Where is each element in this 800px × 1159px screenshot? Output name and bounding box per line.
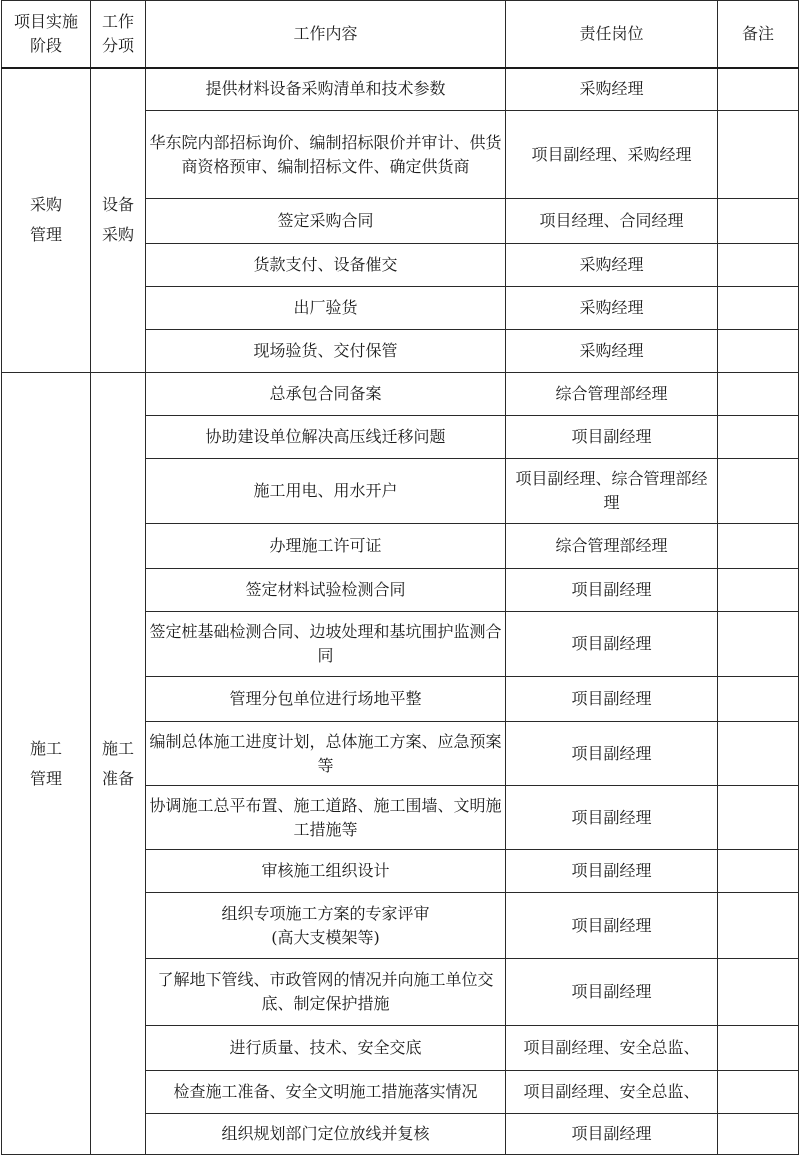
content-cell: 货款支付、设备催交 [146,244,506,287]
role-cell: 项目副经理 [506,959,718,1026]
content-cell: 编制总体施工进度计划，总体施工方案、应急预案等 [146,722,506,786]
content-cell: 组织专项施工方案的专家评审 (高大支模架等) [146,893,506,959]
item-cell [91,373,146,1155]
remark-cell [718,244,799,287]
content-cell: 检查施工准备、安全文明施工措施落实情况 [146,1071,506,1114]
role-cell: 综合管理部经理 [506,373,718,416]
stage-line: 采购 [29,195,62,215]
content-cell: 现场验货、交付保管 [146,330,506,373]
content-cell: 签定桩基础检测合同、边坡处理和基坑围护监测合同 [146,612,506,677]
content-cell: 施工用电、用水开户 [146,459,506,524]
remark-cell [718,199,799,244]
content-cell: 办理施工许可证 [146,524,506,569]
remark-cell [718,287,799,330]
stage-line: 施工 [29,738,62,758]
content-cell: 了解地下管线、市政管网的情况并向施工单位交底、制定保护措施 [146,959,506,1026]
role-cell: 采购经理 [506,68,718,111]
role-cell: 采购经理 [506,244,718,287]
remark-cell [718,1026,799,1071]
item-cell [91,68,146,373]
responsibility-table [1,0,799,1155]
remark-cell [718,1114,799,1155]
header-role: 责任岗位 [506,1,718,68]
content-cell: 协助建设单位解决高压线迁移问题 [146,416,506,459]
stage-cell [2,68,91,373]
remark-cell [718,330,799,373]
remark-cell [718,786,799,850]
role-cell: 项目副经理、采购经理 [506,111,718,199]
content-cell: 管理分包单位进行场地平整 [146,677,506,722]
table-row [2,68,799,111]
role-cell: 项目副经理 [506,1114,718,1155]
role-cell: 项目副经理 [506,850,718,893]
role-cell: 项目副经理 [506,893,718,959]
header-row [2,1,799,68]
role-cell: 项目副经理 [506,612,718,677]
item-line: 准备 [101,768,134,788]
remark-cell [718,459,799,524]
content-cell: 组织规划部门定位放线并复核 [146,1114,506,1155]
content-cell: 提供材料设备采购清单和技术参数 [146,68,506,111]
content-cell: 签定材料试验检测合同 [146,569,506,612]
remark-cell [718,959,799,1026]
role-cell: 项目副经理、综合管理部经理 [506,459,718,524]
table-body [2,68,799,1155]
content-cell: 审核施工组织设计 [146,850,506,893]
header-stage: 项目实施 阶段 [2,1,91,68]
role-cell: 采购经理 [506,330,718,373]
role-cell: 采购经理 [506,287,718,330]
content-cell: 进行质量、技术、安全交底 [146,1026,506,1071]
content-cell: 协调施工总平布置、施工道路、施工围墙、文明施工措施等 [146,786,506,850]
role-cell: 项目副经理 [506,416,718,459]
remark-cell [718,68,799,111]
role-cell: 综合管理部经理 [506,524,718,569]
header-remark: 备注 [718,1,799,68]
remark-cell [718,373,799,416]
remark-cell [718,612,799,677]
header-item: 工作 分项 [91,1,146,68]
role-cell: 项目经理、合同经理 [506,199,718,244]
content-cell: 总承包合同备案 [146,373,506,416]
stage-line: 管理 [29,768,62,788]
header-content: 工作内容 [146,1,506,68]
role-cell: 项目副经理 [506,677,718,722]
item-line: 设备 [101,195,134,215]
stage-line: 管理 [29,225,62,245]
table-row [2,373,799,416]
content-cell: 华东院内部招标询价、编制招标限价并审计、供货商资格预审、编制招标文件、确定供货商 [146,111,506,199]
remark-cell [718,893,799,959]
remark-cell [718,524,799,569]
item-line: 施工 [101,738,134,758]
stage-cell [2,373,91,1155]
content-cell: 出厂验货 [146,287,506,330]
role-cell: 项目副经理、安全总监、 [506,1026,718,1071]
remark-cell [718,677,799,722]
content-cell: 签定采购合同 [146,199,506,244]
remark-cell [718,569,799,612]
role-cell: 项目副经理 [506,786,718,850]
remark-cell [718,416,799,459]
remark-cell [718,850,799,893]
remark-cell [718,1071,799,1114]
remark-cell [718,722,799,786]
item-line: 采购 [101,225,134,245]
role-cell: 项目副经理 [506,569,718,612]
role-cell: 项目副经理 [506,722,718,786]
role-cell: 项目副经理、安全总监、 [506,1071,718,1114]
remark-cell [718,111,799,199]
